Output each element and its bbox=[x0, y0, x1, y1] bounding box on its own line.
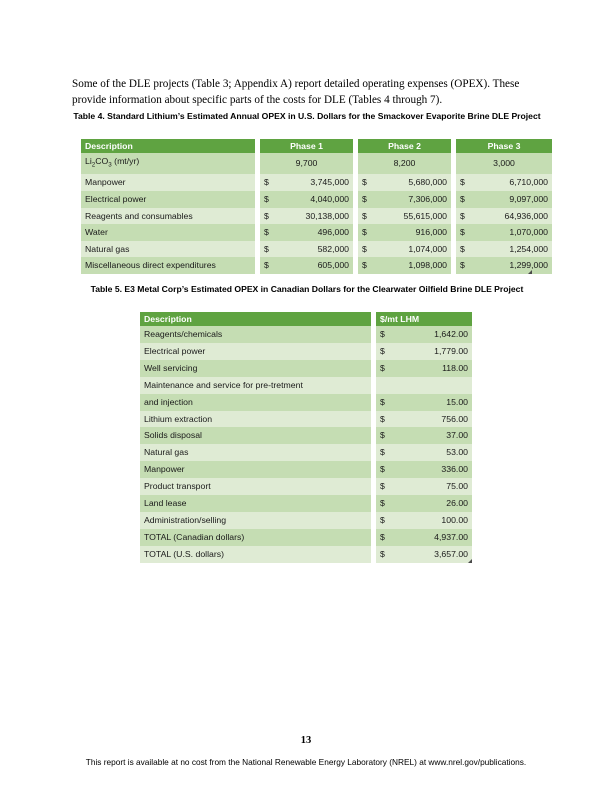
table4-cell-phase2: 1,074,000 bbox=[378, 241, 451, 258]
table4-cell-phase1: 30,138,000 bbox=[280, 208, 353, 225]
table4-header-row bbox=[81, 139, 552, 153]
table5-cell-description: Maintenance and service for pre-tretment bbox=[140, 377, 371, 394]
table4-cell-currency-phase1: $ bbox=[260, 208, 280, 225]
table5-cell-description: Product transport bbox=[140, 478, 371, 495]
table-row bbox=[140, 427, 472, 444]
table4-cell-phase1: 496,000 bbox=[280, 224, 353, 241]
table-row bbox=[140, 394, 472, 411]
table4-cell-currency-phase1: $ bbox=[260, 224, 280, 241]
table-row bbox=[81, 257, 552, 274]
table5-cell-currency: $ bbox=[376, 444, 396, 461]
table5-cell-value: 100.00 bbox=[396, 512, 472, 529]
table5-body bbox=[140, 326, 472, 563]
table5-cell-value: 15.00 bbox=[396, 394, 472, 411]
table5-cell-currency: $ bbox=[376, 411, 396, 428]
table4-cell-currency-phase2: $ bbox=[358, 241, 378, 258]
table-row bbox=[140, 546, 472, 563]
table4-cell-description: Miscellaneous direct expenditures bbox=[81, 257, 255, 274]
table5-cell-currency: $ bbox=[376, 478, 396, 495]
table4-cell-currency-phase3: $ bbox=[456, 191, 476, 208]
table5-cell-currency: $ bbox=[376, 360, 396, 377]
table4-cell-phase3: 1,254,000 bbox=[476, 241, 552, 258]
table5-header-row bbox=[140, 312, 472, 326]
table4-cell-currency-phase3: $ bbox=[456, 224, 476, 241]
table-row bbox=[81, 174, 552, 191]
table4-cell-currency-phase3: $ bbox=[456, 174, 476, 191]
table4-cell-phase1: 605,000 bbox=[280, 257, 353, 274]
table5-cell-description: Well servicing bbox=[140, 360, 371, 377]
table4-cell-currency-phase1: $ bbox=[260, 191, 280, 208]
table4-cell-phase1: 582,000 bbox=[280, 241, 353, 258]
table4-cell-phase1: 9,700 bbox=[260, 153, 353, 174]
table5-cell-value: 26.00 bbox=[396, 495, 472, 512]
footer-note: This report is available at no cost from the National Renewable Energy Laboratory (NREL) at www.nrel.gov/publications. bbox=[85, 757, 527, 767]
table-row bbox=[81, 191, 552, 208]
table5-cell-description: Lithium extraction bbox=[140, 411, 371, 428]
table4-cell-description: Manpower bbox=[81, 174, 255, 191]
table4-cell-phase3: 3,000 bbox=[456, 153, 552, 174]
table5-cell-value: 1,642.00 bbox=[396, 326, 472, 343]
table5-cell-description: Manpower bbox=[140, 461, 371, 478]
table5-cell-currency: $ bbox=[376, 394, 396, 411]
table4-cell-currency-phase1: $ bbox=[260, 257, 280, 274]
table4-cell-currency-phase3: $ bbox=[456, 241, 476, 258]
table4-cell-phase2: 7,306,000 bbox=[378, 191, 451, 208]
table4-cell-phase1: 3,745,000 bbox=[280, 174, 353, 191]
table4-cell-phase3: 1,070,000 bbox=[476, 224, 552, 241]
table5-cell-value: 756.00 bbox=[396, 411, 472, 428]
table5-cell-currency: $ bbox=[376, 529, 396, 546]
table4-cell-description: Electrical power bbox=[81, 191, 255, 208]
table4-cell-phase1: 4,040,000 bbox=[280, 191, 353, 208]
table-row bbox=[81, 208, 552, 225]
table4-cell-phase3: 6,710,000 bbox=[476, 174, 552, 191]
table5-cell-value: 336.00 bbox=[396, 461, 472, 478]
table5-col-description: Description bbox=[140, 312, 371, 326]
table-row bbox=[140, 478, 472, 495]
table-row bbox=[81, 241, 552, 258]
table4-cell-currency-phase2: $ bbox=[358, 191, 378, 208]
table-row bbox=[140, 529, 472, 546]
table-row bbox=[81, 224, 552, 241]
table5-cell-value: 4,937.00 bbox=[396, 529, 472, 546]
table5-cell-currency: $ bbox=[376, 326, 396, 343]
table4-col-phase3: Phase 3 bbox=[456, 139, 552, 153]
table5-cell-description: TOTAL (U.S. dollars) bbox=[140, 546, 371, 563]
table-row bbox=[81, 153, 552, 174]
table5-col-rate: $/mt LHM bbox=[376, 312, 472, 326]
table5-cell-description: Land lease bbox=[140, 495, 371, 512]
table4-cell-currency-phase1: $ bbox=[260, 241, 280, 258]
table-row bbox=[140, 444, 472, 461]
table4-cell-phase3: 64,936,000 bbox=[476, 208, 552, 225]
table5-cell-description: Administration/selling bbox=[140, 512, 371, 529]
table5-cell-currency: $ bbox=[376, 461, 396, 478]
table5-cell-description: Solids disposal bbox=[140, 427, 371, 444]
table4-body bbox=[81, 153, 552, 274]
table5-cell-description: Electrical power bbox=[140, 343, 371, 360]
table4-cell-currency-phase2: $ bbox=[358, 224, 378, 241]
table5-cell-description: Reagents/chemicals bbox=[140, 326, 371, 343]
table4-col-description: Description bbox=[81, 139, 255, 153]
table4-cell-phase2: 55,615,000 bbox=[378, 208, 451, 225]
table4-cell-description: Reagents and consumables bbox=[81, 208, 255, 225]
table4-cell-currency-phase3: $ bbox=[456, 208, 476, 225]
table5-opex-e3-metal bbox=[140, 312, 472, 563]
table5-cell-currency: $ bbox=[376, 546, 396, 563]
table4-cell-phase2: 5,680,000 bbox=[378, 174, 451, 191]
table-row bbox=[140, 360, 472, 377]
table4-cell-currency-phase1: $ bbox=[260, 174, 280, 191]
table4-cell-phase3: 1,299,000 bbox=[476, 257, 552, 274]
table5-cell-value: 3,657.00 bbox=[396, 546, 472, 563]
page-number: 13 bbox=[300, 735, 312, 746]
table5-cell-currency bbox=[376, 377, 396, 394]
table5-cell-currency: $ bbox=[376, 427, 396, 444]
table4-cell-currency-phase2: $ bbox=[358, 208, 378, 225]
table-row bbox=[140, 377, 472, 394]
table5-cell-currency: $ bbox=[376, 495, 396, 512]
table4-col-phase1: Phase 1 bbox=[260, 139, 353, 153]
table-row bbox=[140, 411, 472, 428]
table5-cell-value: 75.00 bbox=[396, 478, 472, 495]
table5-cell-currency: $ bbox=[376, 343, 396, 360]
table5-cell-value: 53.00 bbox=[396, 444, 472, 461]
table-row bbox=[140, 461, 472, 478]
table-row bbox=[140, 495, 472, 512]
table5-cell-value: 118.00 bbox=[396, 360, 472, 377]
intro-paragraph: Some of the DLE projects (Table 3; Appendix A) report detailed operating expenses (OPEX). These provide information about specific parts of the costs for DLE (Tables 4 through 7). bbox=[72, 78, 520, 107]
table4-cell-description: $Li_2CO_3$ (mt/yr) bbox=[81, 153, 255, 174]
table5-cell-description: TOTAL (Canadian dollars) bbox=[140, 529, 371, 546]
table4-opex-standard-lithium bbox=[81, 139, 552, 274]
table4-cell-phase3: 9,097,000 bbox=[476, 191, 552, 208]
table4-cell-phase2: 1,098,000 bbox=[378, 257, 451, 274]
table5-cell-value: 37.00 bbox=[396, 427, 472, 444]
table5-cell-value: 1,779.00 bbox=[396, 343, 472, 360]
table4-col-phase2: Phase 2 bbox=[358, 139, 451, 153]
table5-caption: Table 5. E3 Metal Corp’s Estimated OPEX in Canadian Dollars for the Clearwater Oilfield Brine DLE Project bbox=[90, 284, 524, 294]
table-row bbox=[140, 512, 472, 529]
table5-cell-description: and injection bbox=[140, 394, 371, 411]
table5-cell-currency: $ bbox=[376, 512, 396, 529]
table4-cell-currency-phase2: $ bbox=[358, 174, 378, 191]
table-row bbox=[140, 343, 472, 360]
table-row bbox=[140, 326, 472, 343]
table4-cell-currency-phase2: $ bbox=[358, 257, 378, 274]
table4-cell-phase2: 916,000 bbox=[378, 224, 451, 241]
table4-cell-description: Natural gas bbox=[81, 241, 255, 258]
table4-cell-description: Water bbox=[81, 224, 255, 241]
table5-cell-description: Natural gas bbox=[140, 444, 371, 461]
table5-cell-value bbox=[396, 377, 472, 394]
table4-caption: Table 4. Standard Lithium’s Estimated Annual OPEX in U.S. Dollars for the Smackover Evaporite Brine DLE Project bbox=[73, 111, 541, 121]
table4-cell-phase2: 8,200 bbox=[358, 153, 451, 174]
table4-cell-currency-phase3: $ bbox=[456, 257, 476, 274]
